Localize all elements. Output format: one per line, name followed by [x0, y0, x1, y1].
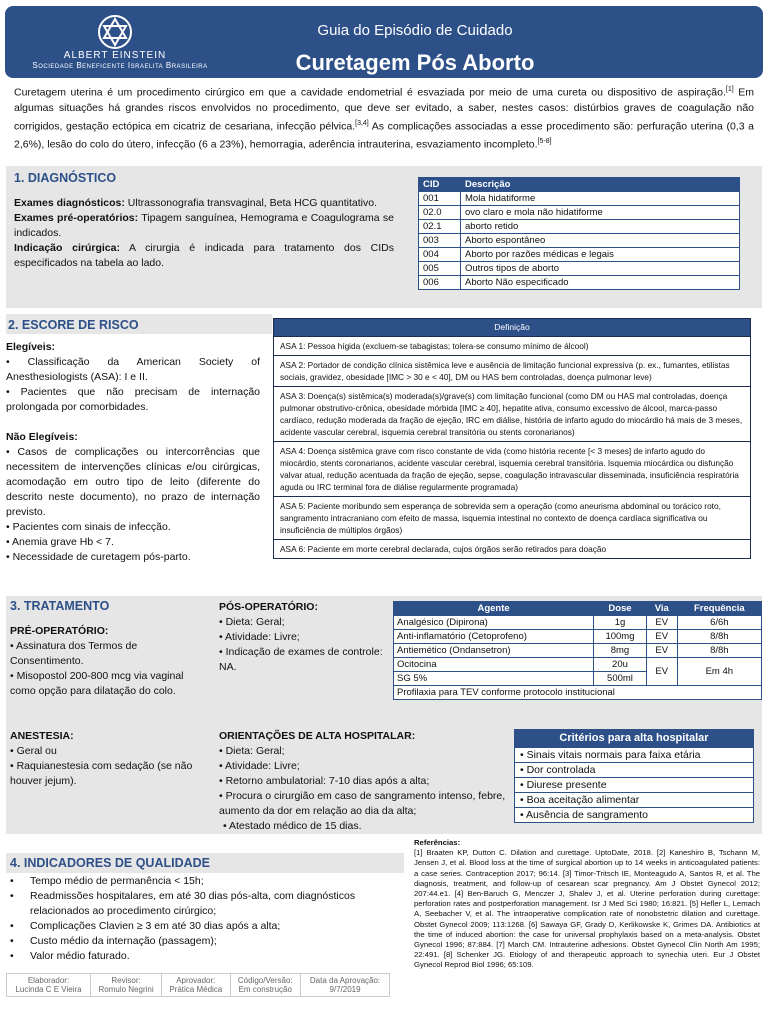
preop-block	[10, 624, 206, 699]
posop-title: PÓS-OPERATÓRIO:	[219, 601, 318, 613]
anesthesia-title: ANESTESIA:	[10, 730, 74, 742]
indication-text: A cirurgia é indicada para tratamento dos CIDs especificados na tabela ao lado.	[14, 242, 394, 269]
discharge-orientation-block	[219, 729, 509, 834]
asa-row: ASA 4: Doença sistêmica grave com risco constante de vida (como história recente [< 3 meses] de infarto agudo do miocárdio, stents coronarianos, acidente vascular cerebral, isquemia cerebral transitória. Isquemia miocárdica ou disfunção valvar atual, redução acentuada da fração de ejeção, sepse, coagulação intravascular disseminada, insuficiência respiratória aguda ou IRC terminal fora de diálise regularmente programada)	[274, 441, 750, 496]
preop-item: • Assinatura dos Termos de Consentimento.	[10, 640, 138, 667]
ref-marker: [5-8]	[537, 138, 552, 145]
posop-item: • Dieta: Geral;	[219, 616, 285, 628]
asa-row: ASA 3: Doença(s) sistêmica(s) moderada(s)/grave(s) com limitação funcional (como DM ou HAS mal controladas, doença pulmonar obstrutivo-crônica, obesidade mórbida [IMC ≥ 40], hepatite ativa, consumo excessivo de álcool, marca-passo cardíaco, redução moderada da fração de ejeção, IRC em diálise, história de infarto agudo do miocárdio há mais de 3 meses, acidente vascular cerebral, isquemia cerebral transitória ou stents coronarianos)	[274, 386, 750, 441]
asa-row: ASA 5: Paciente moribundo sem esperança de sobrevida sem a operação (como aneurisma abdominal ou torácico roto, sangramento intracraniano com efeito de massa, isquemia intestinal no contexto de doença cardíaca significativa ou insuficiência de múltiplos órgãos)	[274, 496, 750, 539]
cid-code: 02.1	[419, 220, 461, 234]
dose-cell: 20u	[594, 658, 647, 672]
agent-cell: Ocitocina	[394, 658, 594, 672]
description-header: Descrição	[461, 178, 740, 192]
posop-block	[219, 600, 387, 675]
references-title: Referências:	[414, 838, 461, 847]
frequency-cell: 6/6h	[677, 616, 761, 630]
org-name: ALBERT EINSTEIN	[63, 50, 167, 61]
table-row	[419, 220, 740, 234]
cid-header: CID	[419, 178, 461, 192]
reviewer-label: Revisor:	[111, 976, 141, 985]
table-row	[419, 262, 740, 276]
dose-cell: 500ml	[594, 672, 647, 686]
indication-label: Indicação cirúrgica:	[14, 242, 120, 254]
risk-text	[6, 340, 260, 565]
cid-code: 001	[419, 192, 461, 206]
reviewer-value: Romulo Negrini	[98, 985, 154, 994]
anesthesia-block	[10, 729, 206, 789]
code-value: Em construção	[238, 985, 292, 994]
approval-table	[6, 973, 390, 997]
discharge-item: • Atestado médico de 15 dias.	[223, 820, 362, 832]
quality-list	[10, 874, 402, 964]
cid-description: Aborto por razões médicas e legais	[461, 248, 740, 262]
ref-marker: [1]	[725, 86, 734, 93]
cid-description: Aborto espontâneo	[461, 234, 740, 248]
cid-table	[418, 177, 740, 290]
quality-item: Complicações Clavien ≥ 3 em até 30 dias após a alta;	[30, 920, 281, 932]
quality-item: Readmissões hospitalares, em até 30 dias pós-alta, com diagnósticos relacionados ao procedimento cirúrgico;	[30, 890, 356, 917]
medication-table	[393, 601, 762, 700]
approval-date-value: 9/7/2019	[329, 985, 361, 994]
criteria-item: • Diurese presente	[515, 777, 753, 792]
eligible-title: Elegíveis:	[6, 341, 56, 353]
intro-text-2: Em algumas situações há grandes riscos envolvidos no procedimento, que deve ser evitado, a saber, nestes casos: distúrbios graves de coagulação não corrigidos, gestação ectópica em cicatriz de cesariana, infecção pélvica.	[14, 86, 754, 132]
discharge-criteria-box	[514, 729, 754, 823]
dose-cell: 1g	[594, 616, 647, 630]
section-title: 1. DIAGNÓSTICO	[14, 171, 117, 185]
table-row	[394, 644, 762, 658]
discharge-item: • Dieta: Geral;	[219, 745, 285, 757]
approval-date-cell	[301, 974, 390, 997]
list-item: • Custo médio da internação (passagem);	[10, 935, 217, 947]
intro-text-3: As complicações associadas a esse procedimento são: perfuração uterina (0,3 a 2,6%), lesão do colo do útero, infecção (6 a 23%), hemorragia, aderência intrauterina, esvaziamento incompleto.	[14, 120, 754, 151]
diag-text	[14, 196, 394, 271]
criteria-item: • Sinais vitais normais para faixa etária	[515, 747, 753, 762]
approval-date-label: Data da Aprovação:	[309, 976, 381, 985]
einstein-logo-icon	[97, 14, 133, 50]
frequency-cell: 8/8h	[677, 644, 761, 658]
preop-title: PRÉ-OPERATÓRIO:	[10, 625, 109, 637]
asa-row: ASA 2: Portador de condição clínica sistêmica leve e ausência de limitação funcional expressiva (p. ex., fumantes, etilistas sociais, gravidez, obesidade [IMC > 30 e < 40], DM ou HAS bem controladas, doença pulmonar leve)	[274, 355, 750, 386]
author-cell	[7, 974, 91, 997]
asa-table	[273, 318, 751, 559]
criteria-item: • Dor controlada	[515, 762, 753, 777]
discharge-item: • Retorno ambulatorial: 7-10 dias após a alta;	[219, 775, 430, 787]
cid-description: Mola hidatiforme	[461, 192, 740, 206]
route-cell: EV	[646, 616, 677, 630]
quality-item: Valor médio faturado.	[30, 950, 130, 962]
preop-item: • Misopostol 200-800 mcg via vaginal como opção para dilatação do colo.	[10, 670, 184, 697]
frequency-cell: 8/8h	[677, 630, 761, 644]
asa-header: Definição	[274, 319, 750, 336]
table-row	[394, 630, 762, 644]
exam-text: Ultrassonografia transvaginal, Beta HCG quantitativo.	[124, 197, 378, 209]
list-item: • Tempo médio de permanência < 15h;	[10, 875, 204, 887]
cid-code: 003	[419, 234, 461, 248]
cid-code: 005	[419, 262, 461, 276]
author-label: Elaborador:	[27, 976, 70, 985]
list-item: • Complicações Clavien ≥ 3 em até 30 dias após a alta;	[10, 920, 281, 932]
asa-row: ASA 1: Pessoa hígida (excluem-se tabagistas; tolera-se consumo mínimo de álcool)	[274, 336, 750, 355]
not-eligible-item: • Pacientes com sinais de infecção.	[6, 521, 171, 533]
agent-cell: SG 5%	[394, 672, 594, 686]
cid-code: 02.0	[419, 206, 461, 220]
dose-cell: 100mg	[594, 630, 647, 644]
references-text: [1] Braaten KP, Dutton C. Dilation and curettage. UptoDate, 2018. [2] Kaneshiro B, Tschann M, Jensen J, et al. Blood loss at the time of surgical abortion up to 14 weeks in anticoagulated patients: a case series. Contraception 2017; 96:14. [3] Timor-Tritsch IE, Monteagudo A, Santos R, et al. The diagnosis, treatment, and follow-up of cesarean scar pregnancy. Am J Obstet Gynecol 2012; 207:44.e1. [4] Ben-Baruch G, Menczer J, Shalev J, et al. Uterine perforation during curettage: perforation rates and postperforation management. Isr J Med Sci 1980; 16:821. [5] Hefler L, Lemach A, Seebacher V, et al. The intraoperative complication rate of nonobstetric dilation and curettage. Obstet Gynecol 2009; 113:1268. [6] Sawaya GF, Grady D, Kerlikowske K, Grimes DA. Antibiotics at the time of induced abortion: the case for universal prophylaxis based on a meta-analysis. Obstet Gynecol 1996; 87:884. [7] March CM. Intrauterine adhesions. Obstet Gynecol Clin North Am 1995; 22:491. [8] Schenker JG. Etiology of and therapeutic approach to synechia uteri. Eur J Obstet Gynecol Reprod Biol 1996; 65:109.	[414, 848, 760, 970]
not-eligible-item: • Casos de complicações ou intercorrências que necessitem de intervenções clínicas e/ou cirúrgicas, acomodação em outro tipo de leito (diferente do descrito neste documento), no prazo de internação previsto.	[6, 446, 260, 518]
route-cell: EV	[646, 630, 677, 644]
cid-description: Aborto Não especificado	[461, 276, 740, 290]
page-title: Curetagem Pós Aborto	[295, 50, 535, 75]
discharge-criteria-header: Critérios para alta hospitalar	[515, 730, 753, 747]
cid-code: 006	[419, 276, 461, 290]
eligible-item: • Pacientes que não precisam de internação prolongada por comorbidades.	[6, 386, 260, 413]
route-cell: EV	[646, 644, 677, 658]
references	[414, 838, 760, 971]
route-header: Via	[646, 602, 677, 616]
intro-text-1: Curetagem uterina é um procedimento cirúrgico em que a cavidade endometrial é esvaziada por meio de uma cureta ou dispositivo de aspiração.	[14, 86, 726, 99]
criteria-item: • Ausência de sangramento	[515, 807, 753, 822]
table-row	[419, 248, 740, 262]
anesthesia-item: • Raquianestesia com sedação (se não houver jejum).	[10, 760, 193, 787]
cid-description: Outros tipos de aborto	[461, 262, 740, 276]
preop-label: Exames pré-operatórios:	[14, 212, 139, 224]
frequency-header: Frequência	[677, 602, 761, 616]
reviewer-cell	[91, 974, 162, 997]
table-row	[394, 616, 762, 630]
agent-header: Agente	[394, 602, 594, 616]
org-subtitle: Sociedade Beneficente Israelita Brasileira	[32, 61, 208, 70]
cid-description: aborto retido	[461, 220, 740, 234]
posop-item: • Atividade: Livre;	[219, 631, 300, 643]
table-row	[419, 192, 740, 206]
preop-text: Tipagem sanguínea, Hemograma e Coagulograma se indicados.	[14, 212, 394, 239]
section-title: 2. ESCORE DE RISCO	[8, 318, 139, 332]
discharge-orientation-title: ORIENTAÇÕES DE ALTA HOSPITALAR:	[219, 730, 416, 742]
frequency-cell: Em 4h	[677, 658, 761, 686]
approver-label: Aprovador:	[176, 976, 216, 985]
dose-header: Dose	[594, 602, 647, 616]
table-row	[394, 658, 762, 672]
agent-cell: Anti-inflamatório (Cetoprofeno)	[394, 630, 594, 644]
not-eligible-item: • Necessidade de curetagem pós-parto.	[6, 551, 191, 563]
list-item: • Readmissões hospitalares, em até 30 dias pós-alta, com diagnósticos relacionados ao procedimento cirúrgico;	[10, 889, 402, 919]
cid-description: ovo claro e mola não hidatiforme	[461, 206, 740, 220]
discharge-item: • Procura o cirurgião em caso de sangramento intenso, febre, aumento da dor em relação ao dia da alta;	[219, 790, 506, 817]
not-eligible-title: Não Elegíveis:	[6, 431, 78, 443]
list-item: • Valor médio faturado.	[10, 950, 130, 962]
ref-marker: [3,4]	[355, 119, 369, 127]
table-row	[419, 206, 740, 220]
author-value: Lucinda C E Vieira	[15, 985, 82, 994]
discharge-item: • Atividade: Livre;	[219, 760, 300, 772]
exam-label: Exames diagnósticos:	[14, 197, 125, 209]
eligible-item: • Classificação da American Society of Anesthesiologists (ASA): I e II.	[6, 356, 260, 383]
section-title: 4. INDICADORES DE QUALIDADE	[10, 856, 211, 870]
intro-paragraph	[14, 82, 754, 153]
quality-item: Custo médio da internação (passagem);	[30, 935, 217, 947]
agent-cell: Antiemético (Ondansetron)	[394, 644, 594, 658]
approver-cell	[162, 974, 230, 997]
dose-cell: 8mg	[594, 644, 647, 658]
section-title: 3. TRATAMENTO	[10, 599, 110, 613]
code-label: Código/Versão:	[237, 976, 293, 985]
cid-code: 004	[419, 248, 461, 262]
posop-item: • Indicação de exames de controle: NA.	[219, 646, 383, 673]
asa-row: ASA 6: Paciente em morte cerebral declarada, cujos órgãos serão retirados para doação	[274, 539, 750, 558]
agent-cell: Analgésico (Dipirona)	[394, 616, 594, 630]
prophylaxis-note: Profilaxia para TEV conforme protocolo institucional	[394, 686, 762, 700]
not-eligible-item: • Anemia grave Hb < 7.	[6, 536, 114, 548]
anesthesia-item: • Geral ou	[10, 745, 57, 757]
table-row	[419, 276, 740, 290]
guide-title: Guia do Episódio de Cuidado	[317, 22, 513, 39]
code-cell	[230, 974, 301, 997]
quality-item: Tempo médio de permanência < 15h;	[30, 875, 204, 887]
route-cell: EV	[646, 658, 677, 686]
approver-value: Prática Médica	[169, 985, 223, 994]
criteria-item: • Boa aceitação alimentar	[515, 792, 753, 807]
table-row	[394, 686, 762, 700]
table-row	[419, 234, 740, 248]
